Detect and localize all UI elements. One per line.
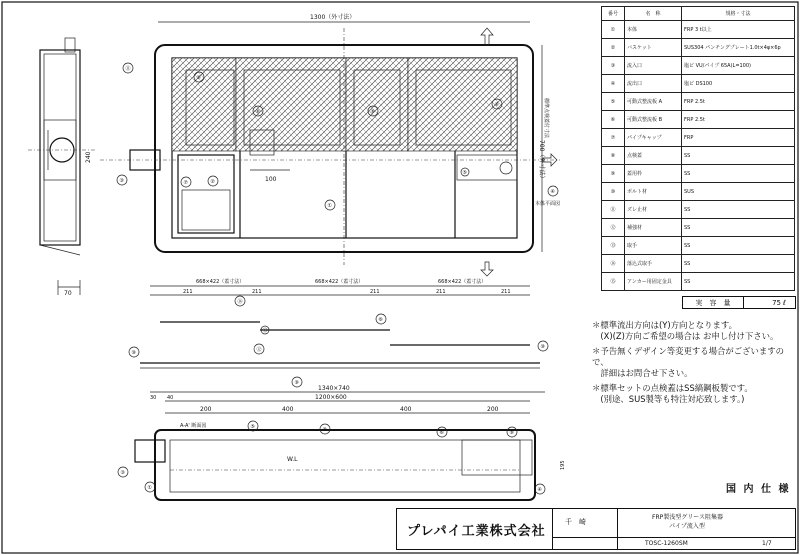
spec-row	[602, 201, 795, 219]
spec-row	[602, 183, 795, 201]
note-6: (別途、SUS製等も特注対応致します。)	[592, 394, 745, 404]
bottom-width-label: 70	[64, 290, 72, 297]
spec-cell-spec: SS	[682, 255, 795, 273]
balloon-13: ⑬	[262, 328, 268, 334]
balloon-14: ⑭	[237, 299, 243, 305]
balloon-8a: ⑧	[255, 109, 260, 115]
balloon-1: ①	[327, 203, 332, 209]
spec-cell-no: ⑥	[602, 111, 625, 129]
note-5: ＊標準セットの点検蓋はSS縞鋼板製です。	[592, 383, 753, 393]
spec-cell-no: ①	[602, 21, 625, 39]
header-no: 番号	[602, 7, 625, 21]
spec-row	[602, 147, 795, 165]
cover-dim-1: 668×422（蓋寸法）	[196, 279, 245, 285]
spec-cell-spec: FRP	[682, 129, 795, 147]
spec-cell-name: 蓋用枠	[625, 165, 682, 183]
overall-size-label: 1340×740	[318, 385, 350, 392]
spec-cell-spec: SS	[682, 201, 795, 219]
spec-cell-spec: SS	[682, 147, 795, 165]
spec-cell-no: ⑩	[602, 183, 625, 201]
notes	[592, 320, 797, 409]
capacity-value: 75	[772, 298, 781, 307]
note-3: ＊予告無くデザイン等変更する場合がございますので、	[592, 346, 785, 367]
company-logo: プレパイ工業株式会社	[407, 524, 546, 539]
inner-size-label: 1200×600	[315, 394, 347, 401]
spec-cell-name: 本体	[625, 21, 682, 39]
domestic-spec-label: 国 内 仕 様	[726, 484, 791, 495]
note-4: 詳細はお問合せ下さい。	[592, 368, 693, 378]
spec-row	[602, 39, 795, 57]
spec-cell-spec: SS	[682, 219, 795, 237]
spec-cell-no: ⑨	[602, 165, 625, 183]
spec-cell-spec: SUS304 パンチングプレート1.0t×4φ×6p	[682, 39, 795, 57]
section-view	[118, 385, 566, 500]
balloon-5: ⑤	[462, 170, 467, 176]
spec-cell-spec: SUS	[682, 183, 795, 201]
spec-cell-name: 可動式整流板 A	[625, 93, 682, 111]
spec-row	[602, 219, 795, 237]
balloon-2: ②	[210, 179, 215, 185]
balloon-12: ⑫	[256, 347, 262, 353]
balloon-9: ⑨	[196, 75, 201, 81]
overall-width-label: 1300（外寸法）	[310, 14, 356, 21]
cover-elevation	[129, 278, 548, 387]
side-view	[28, 38, 96, 297]
spec-cell-spec: 塩ビ DS100	[682, 75, 795, 93]
spec-header	[602, 7, 795, 21]
section-w-1: 200	[200, 406, 212, 413]
water-level-label: W.L	[287, 456, 298, 463]
balloon-11: ⑪	[125, 66, 131, 72]
spec-cell-spec: FRP 2.5t	[682, 111, 795, 129]
note-2: (X)(Z)方向ご希望の場合は お申し付け下さい。	[592, 331, 779, 341]
balloon-10: ⑩	[131, 350, 136, 356]
spec-cell-spec: FRP 2.5t	[682, 93, 795, 111]
balloon-8d: ⑧	[322, 427, 327, 433]
spec-cell-name: 点検蓋	[625, 147, 682, 165]
balloon-7: ⑦	[183, 180, 188, 186]
cover-sub-4: 211	[436, 289, 446, 295]
overall-depth-label: 700（外寸法）	[538, 140, 545, 182]
spec-cell-name: 補強材	[625, 219, 682, 237]
section-w-3: 400	[400, 406, 412, 413]
spec-cell-name: 流出口	[625, 75, 682, 93]
spec-cell-spec: 塩ビ VU/パイプ 65A(L=100)	[682, 57, 795, 75]
spec-cell-no: ④	[602, 75, 625, 93]
cover-sub-2: 211	[252, 289, 262, 295]
spec-cell-name: 流入口	[625, 57, 682, 75]
spec-row	[602, 21, 795, 39]
balloon-8b: ⑧	[370, 109, 375, 115]
spec-row	[602, 237, 795, 255]
spec-row	[602, 255, 795, 273]
spec-cell-no: ⑬	[602, 237, 625, 255]
spec-cell-spec: FRP 3 t以上	[682, 21, 795, 39]
height-label: 195	[560, 460, 566, 470]
header-name: 名 称	[625, 7, 682, 21]
spec-row	[602, 57, 795, 75]
cover-sub-1: 211	[183, 289, 193, 295]
balloon-8c: ⑧	[494, 102, 499, 108]
spec-cell-name: バスケット	[625, 39, 682, 57]
spec-cell-name: ボルト材	[625, 183, 682, 201]
balloon-3: ③	[119, 178, 124, 184]
product-type: パイプ流入型	[669, 523, 705, 530]
section-w-4: 200	[487, 406, 499, 413]
header-spec: 規格・寸法	[682, 7, 795, 21]
cover-dim-3: 668×422（蓋寸法）	[438, 279, 487, 285]
model-number: TOSC-1260SM	[645, 540, 688, 547]
cover-sub-3: 211	[370, 289, 380, 295]
title-block	[396, 508, 796, 550]
spec-cell-spec: SS	[682, 273, 795, 291]
spec-cell-name: 可動式整流板 B	[625, 111, 682, 129]
baffle-width-label: 100	[265, 176, 277, 183]
capacity-unit: ℓ	[783, 298, 786, 307]
spec-row	[602, 273, 795, 291]
spec-cell-name: 落込式取手	[625, 255, 682, 273]
offset-30: 30	[150, 395, 157, 401]
spec-cell-no: ⑧	[602, 147, 625, 165]
body-floor-note: 本体平面図	[535, 201, 561, 207]
section-w-2: 400	[282, 406, 294, 413]
plan-view	[100, 13, 560, 276]
checker-name: 千 崎	[565, 518, 586, 526]
balloon-9c: ⑨	[509, 430, 514, 436]
spec-row	[602, 129, 795, 147]
balloon-6b: ⑥	[439, 430, 444, 436]
spec-row	[602, 93, 795, 111]
spec-cell-spec: SS	[682, 165, 795, 183]
left-section-label: 240	[85, 151, 92, 163]
spec-cell-no: ⑪	[602, 201, 625, 219]
note-1: ＊標準流出方向は(Y)方向となります。	[592, 320, 737, 330]
capacity-label: 実 容 量	[683, 297, 744, 308]
cover-dim-2: 668×422（蓋寸法）	[315, 279, 364, 285]
basket	[178, 155, 234, 233]
spec-table	[601, 6, 795, 291]
spec-cell-no: ③	[602, 57, 625, 75]
spec-cell-name: パイプキャップ	[625, 129, 682, 147]
spec-cell-no: ②	[602, 39, 625, 57]
product-name: FRP製浅型グリース阻集器	[652, 514, 723, 521]
spec-row	[602, 75, 795, 93]
spec-cell-spec: SS	[682, 237, 795, 255]
spec-cell-name: アンカー用固定金具	[625, 273, 682, 291]
balloon-5b: ⑤	[250, 424, 255, 430]
balloon-6: ⑥	[378, 317, 383, 323]
cover-size-note: 標準点検蓋付寸法	[543, 98, 549, 139]
section-label: A-A' 断面図	[180, 423, 207, 429]
spec-cell-no: ⑮	[602, 273, 625, 291]
spec-cell-no: ⑤	[602, 93, 625, 111]
spec-cell-name: 取手	[625, 237, 682, 255]
offset-40: 40	[167, 395, 174, 401]
spec-cell-no: ⑦	[602, 129, 625, 147]
cover-sub-5: 211	[501, 289, 511, 295]
balloon-10b: ⑩	[540, 344, 545, 350]
capacity-box	[682, 296, 796, 309]
spec-cell-no: ⑫	[602, 219, 625, 237]
spec-cell-no: ⑭	[602, 255, 625, 273]
balloon-4b: ④	[537, 487, 542, 493]
balloon-3b: ③	[120, 470, 125, 476]
balloon-9b: ⑨	[294, 380, 299, 386]
balloon-1b: ①	[147, 485, 152, 491]
balloon-4: ④	[550, 189, 555, 195]
page-number: 1/7	[762, 540, 772, 547]
spec-row	[602, 165, 795, 183]
spec-cell-name: ズレ止材	[625, 201, 682, 219]
spec-row	[602, 111, 795, 129]
